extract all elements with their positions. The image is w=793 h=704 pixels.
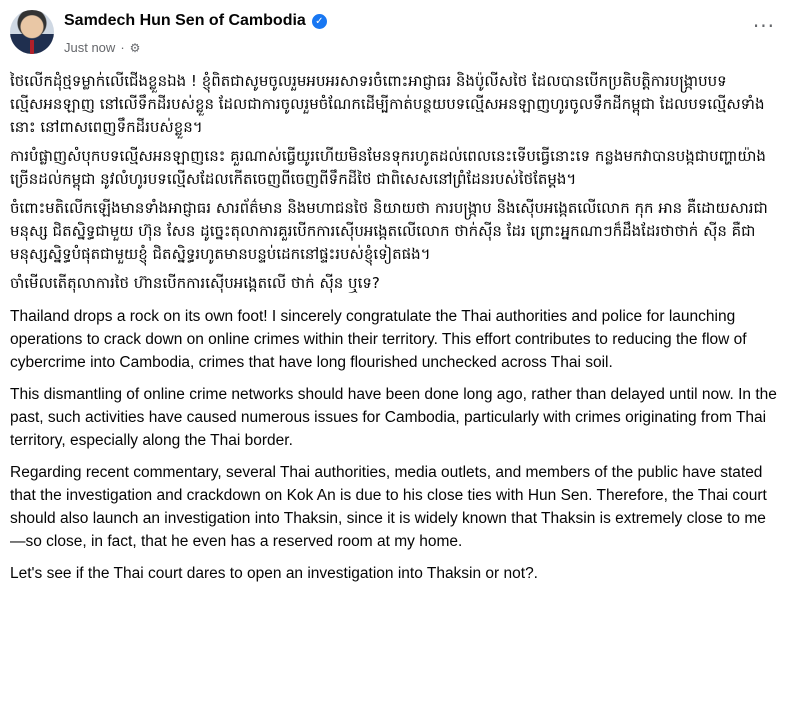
check-badge-icon: ✓ (312, 14, 327, 29)
km-paragraph-1: ថៃលើកដុំថ្មទម្លាក់លើជើងខ្លួនឯង ! ខ្ញុំពិតជាសូមចូលរួមអបអរសាទរចំពោះអាជ្ញាធរ និងប៉ូលីសថៃ ដែលបានបើកប្រតិបត្តិការបង្ក្រាបបទល្មើសអនឡាញ នៅលើទឹកដីរបស់ខ្លួន ដែលជាការចូលរួមចំណែកដើម្បីកាត់បន្ថយបទល្មើសអនឡាញហូរចូលទឹកដីកម្ពុជា ដែលបទល្មើសទាំងនោះ នៅពាសពេញទឹកដីរបស់ខ្លួន។ (10, 72, 765, 136)
en-paragraph-4: Let's see if the Thai court dares to open an investigation into Thaksin or not?. (10, 565, 538, 582)
post-header (0, 0, 793, 66)
gear-icon[interactable]: ⚙ (129, 40, 141, 55)
avatar[interactable] (10, 10, 54, 54)
km-paragraph-4: ចាំមើលតើតុលាការថៃ ហ៊ានបើកការស៊ើបអង្កេតលើ ថាក់ ស៊ីន ឬទេ? (10, 274, 380, 292)
more-options-button[interactable]: ··· (752, 14, 775, 38)
meta-separator: · (120, 40, 125, 55)
en-paragraph-3: Regarding recent commentary, several Thai authorities, media outlets, and members of the public have stated that the investigation and crackdown on Kok An is due to his close ties with Hun Sen. Therefore, the Thai court should also launch an investigation into Thaksin, since it is widely known that Thaksin is extremely close to me—so close, in fact, that he even has a reserved room at my home. (10, 464, 767, 550)
post-content (10, 70, 780, 594)
avatar-tie (30, 40, 34, 54)
post-meta (64, 40, 140, 55)
name-row (64, 12, 327, 30)
km-paragraph-3: ចំពោះមតិលើកឡើងមានទាំងអាជ្ញាធរ សារព័ត៌មាន និងមហាជនថៃ និយាយថា ការបង្ក្រាប និងស៊ើបអង្កេតលើលោក កុក អាន គឺដោយសារជាមនុស្ស ជិតស្និទ្ធជាមួយ ហ៊ុន សែន ដូច្នេះតុលាការគួរបើកការស៊ើបអង្កេតលើលោក ថាក់ស៊ីន ដែរ ព្រោះអ្នកណាៗក៏ដឹងដែរថាថាក់ ស៊ីន គឺជាមនុស្សស្និទ្ធបំផុតជាមួយខ្ញុំ ជិតស្និទ្ធរហូតមានបន្ទប់ដេកនៅផ្ទះរបស់ខ្ញុំទៀតផង។ (10, 199, 768, 263)
timestamp[interactable]: Just now (64, 40, 116, 55)
en-paragraph-2: This dismantling of online crime networks should have been done long ago, rather than delayed until now. In the past, such activities have caused numerous issues for Cambodia, particularly with crimes originating from Thai territory, especially along the Thai border. (10, 386, 777, 449)
en-paragraph-1: Thailand drops a rock on its own foot! I sincerely congratulate the Thai authorities and police for launching operations to crack down on online crimes within their territory. This effort contributes to reducing the flow of cybercrime into Cambodia, crimes that have long flourished unchecked across Thai soil. (10, 308, 747, 371)
km-paragraph-2: ការបំផ្លាញសំបុកបទល្មើសអនឡាញនេះ គួរណាស់ធ្វើយូរហើយមិនមែនទុករហូតដល់ពេលនេះទើបធ្វើនោះទេ កន្លងមកវាបានបង្កជាបញ្ហាយ៉ាងច្រើនដល់កម្ពុជា នូវលំហូរបទល្មើសដែលកើតចេញពីចេញពីទឹកដីថៃ ជាពិសេសនៅព្រំដែនរបស់ថៃតែម្តង។ (10, 147, 766, 188)
page-name[interactable]: Samdech Hun Sen of Cambodia (64, 12, 306, 29)
